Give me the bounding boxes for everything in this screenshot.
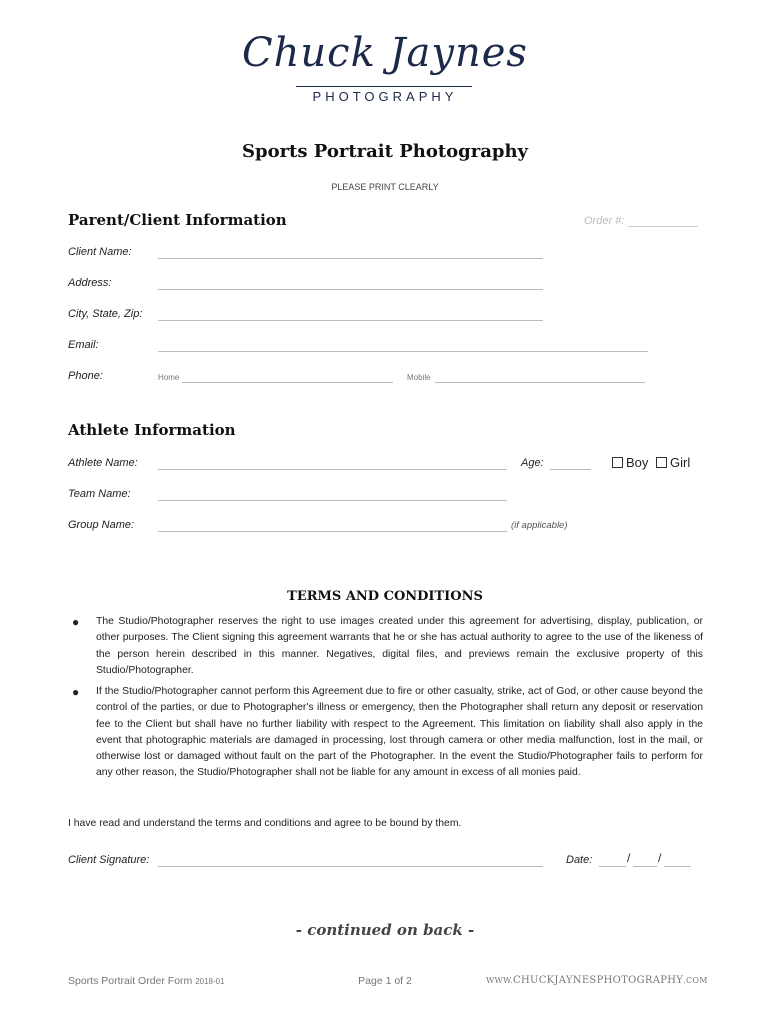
girl-label: Girl [670,455,691,470]
athlete-name-field[interactable] [158,469,507,470]
girl-checkbox[interactable] [656,455,690,470]
phone-mobile-field[interactable] [435,382,645,383]
date-year-field[interactable] [664,866,691,867]
checkbox-icon [612,457,623,468]
page-title: Sports Portrait Photography [241,141,529,162]
agreement-statement: I have read and understand the terms and conditions and agree to be bound by them. [68,818,462,829]
team-name-field[interactable] [158,500,507,501]
date-month-field[interactable] [599,866,626,867]
website-main: CHUCKJAYNESPHOTOGRAPHY [513,975,684,986]
group-name-label: Group Name: [68,519,135,531]
group-name-field[interactable] [158,531,507,532]
phone-home-label: Home [158,373,180,382]
address-label: Address: [68,277,112,289]
date-day-field[interactable] [633,866,657,867]
address-field[interactable] [158,289,543,290]
logo-divider [296,86,472,87]
continued-on-back: - continued on back - [295,921,475,939]
website-suffix: .COM [683,976,708,985]
bullet-icon: ● [72,685,80,699]
form-name: Sports Portrait Order Form [68,975,193,987]
boy-checkbox[interactable] [612,455,648,470]
signature-label: Client Signature: [68,854,150,866]
date-label: Date: [566,854,593,866]
age-field[interactable] [550,469,591,470]
email-label: Email: [68,339,99,351]
logo-subtitle: PHOTOGRAPHY [312,89,458,104]
phone-label: Phone: [68,370,103,382]
checkbox-icon [656,457,667,468]
order-number-field[interactable] [584,215,698,227]
bullet-icon: ● [72,615,80,629]
order-number-label: Order #: [584,215,625,227]
form-code: 2018-01 [195,977,225,986]
terms-item-1: The Studio/Photographer reserves the right to use images created under this agreement for advertising, display, publication, or other purposes. The Client signing this agreement warrants that he or she has actual authority to agree to the use of the likeness of the person herein described in this manner. Negatives, digital files, and previews remain the exclusive property of this Studio/Photographer. [96,616,703,676]
athlete-section-heading: Athlete Information [68,421,236,439]
footer-website[interactable] [486,975,708,986]
group-name-note: (if applicable) [511,520,568,531]
email-field[interactable] [158,351,648,352]
client-section-heading: Parent/Client Information [68,211,287,229]
date-separator: / [627,851,631,865]
signature-field[interactable] [158,866,543,867]
date-separator: / [658,851,662,865]
phone-home-field[interactable] [182,382,393,383]
phone-mobile-label: Mobile [407,373,431,382]
terms-heading: TERMS AND CONDITIONS [287,589,483,604]
boy-label: Boy [626,455,649,470]
website-prefix: WWW. [486,976,514,985]
city-state-zip-field[interactable] [158,320,543,321]
team-name-label: Team Name: [68,488,131,500]
age-label: Age: [521,457,544,469]
client-name-label: Client Name: [68,246,132,258]
footer-page-number: Page 1 of 2 [358,975,412,987]
logo-script: Chuck Jaynes [242,30,528,76]
terms-item-2: If the Studio/Photographer cannot perform this Agreement due to fire or other casualty, strike, act of God, or other cause beyond the control of the parties, or due to Photographer's illness or emergency, then the Photographer shall return any deposit or reservation fee to the Client but shall have no further liability with respect to the Agreement. This limitation on liability shall also apply in the event that photographic materials are damaged in processing, lost through camera or other media malfunction, lost in the mail, or otherwise lost or damaged without fault on the part of the Photographer. In the event the Studio/Photographer fails to perform for any other reason, the Studio/Photographer shall not be liable for any amount in excess of all monies paid. [96,686,703,779]
athlete-name-label: Athlete Name: [68,457,138,469]
print-clearly-note: PLEASE PRINT CLEARLY [331,182,439,192]
client-name-field[interactable] [158,258,543,259]
city-state-zip-label: City, State, Zip: [68,308,143,320]
